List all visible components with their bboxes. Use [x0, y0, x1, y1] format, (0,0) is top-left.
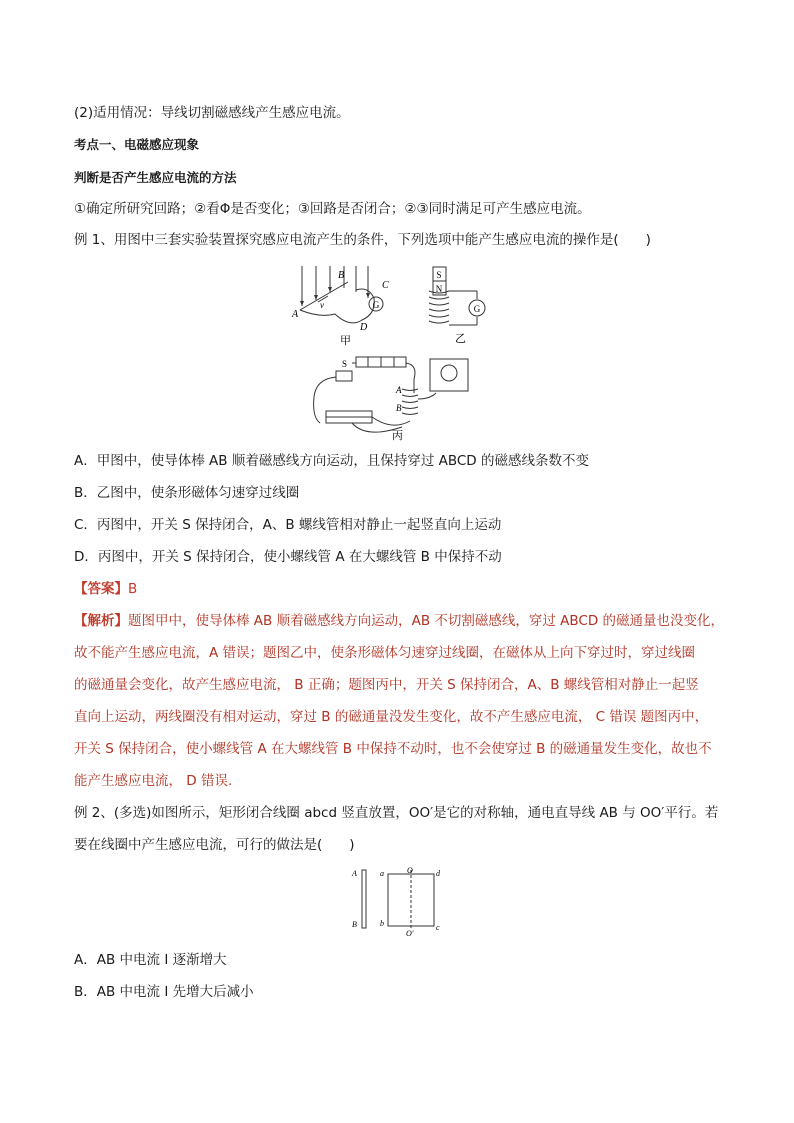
label-c: C — [382, 280, 389, 291]
analysis-line-4: 直向上运动，两线圈没有相对运动，穿过 B 的磁通量没发生变化，故不产生感应电流， C 错误 题图丙中， — [74, 709, 709, 725]
wire-a-label: A — [352, 869, 357, 878]
answer-line — [74, 579, 137, 599]
q2-option-a: A．AB 中电流 I 逐渐增大 — [74, 952, 227, 968]
example2-line-1: 例 2、(多选)如图所示，矩形闭合线圈 abcd 竖直放置，OO′是它的对称轴，通电直导线 AB 与 OO′平行。若 — [74, 805, 719, 821]
galvanometer-g2-label: G — [473, 304, 481, 314]
corner-d-label: d — [436, 869, 440, 878]
label-a: A — [292, 309, 299, 320]
example2-question — [74, 797, 722, 861]
example2-line-2: 要在线圈中产生感应电流，可行的做法是( ) — [74, 837, 355, 853]
analysis-line-1: 题图甲中，使导体棒 AB 顺着磁感线方向运动，AB 不切割磁感线，穿过 ABCD 的磁通量也没变化， — [128, 613, 725, 629]
axis-o-label: O — [407, 866, 413, 875]
corner-c-label: c — [436, 923, 440, 932]
q1-option-c: C．丙图中，开关 S 保持闭合，A、B 螺线管相对静止一起竖直向上运动 — [74, 517, 502, 533]
analysis-line-3: 的磁通量会变化，故产生感应电流， B 正确；题图丙中，开关 S 保持闭合，A、B 螺线管相对静止一起竖 — [74, 677, 699, 693]
method-heading: 判断是否产生感应电流的方法 — [74, 170, 237, 185]
caption-jia: 甲 — [340, 335, 351, 347]
figure-jia — [290, 262, 402, 348]
caption-yi: 乙 — [455, 333, 466, 345]
method-steps: ①确定所研究回路；②看Φ是否变化；③回路是否闭合；②③同时满足可产生感应电流。 — [74, 201, 591, 217]
answer-tag: 【答案】 — [74, 581, 128, 597]
q2-option-b: B．AB 中电流 I 先增大后减小 — [74, 984, 254, 1000]
label-v: v — [320, 300, 324, 310]
label-d: D — [360, 322, 368, 333]
label-b: B — [338, 270, 345, 281]
figure-bing — [306, 353, 486, 443]
galvanometer-g-label: G — [372, 300, 380, 310]
switch-s-label: S — [342, 359, 348, 369]
magnet-n-label: N — [435, 284, 443, 294]
figure-coil-wire — [350, 866, 442, 936]
analysis-tag: 【解析】 — [74, 613, 128, 629]
magnet-s-label: S — [436, 270, 442, 280]
figure-yi — [425, 265, 495, 345]
example1-question: 例 1、用图中三套实验装置探究感应电流产生的条件，下列选项中能产生感应电流的操作是( ) — [74, 232, 651, 248]
wire-b-label: B — [352, 920, 357, 929]
corner-b-label: b — [380, 919, 384, 928]
coil-a-label: A — [396, 385, 402, 395]
q1-option-a: A．甲图中，使导体棒 AB 顺着磁感线方向运动，且保持穿过 ABCD 的磁感线条数不变 — [74, 453, 589, 469]
coil-b-label: B — [396, 403, 402, 413]
section-heading: 考点一、电磁感应现象 — [74, 137, 200, 152]
analysis-block — [74, 605, 725, 797]
corner-a-label: a — [380, 869, 384, 878]
answer-value: B — [128, 581, 138, 597]
analysis-line-6: 能产生感应电流， D 错误. — [74, 773, 233, 789]
axis-o-prime-label: O′ — [406, 929, 414, 936]
q1-option-b: B．乙图中，使条形磁体匀速穿过线圈 — [74, 485, 300, 501]
analysis-line-5: 开关 S 保持闭合，使小螺线管 A 在大螺线管 B 中保持不动时，也不会使穿过 B 的磁通量发生变化，故也不 — [74, 741, 712, 757]
caption-bing: 丙 — [392, 430, 403, 442]
q1-option-d: D．丙图中，开关 S 保持闭合，使小螺线管 A 在大螺线管 B 中保持不动 — [74, 549, 502, 565]
analysis-line-2: 故不能产生感应电流，A 错误；题图乙中，使条形磁体匀速穿过线圈，在磁体从上向下穿过时，穿过线圈 — [74, 645, 696, 661]
applicable-condition-line: (2)适用情况：导线切割磁感线产生感应电流。 — [74, 105, 350, 121]
